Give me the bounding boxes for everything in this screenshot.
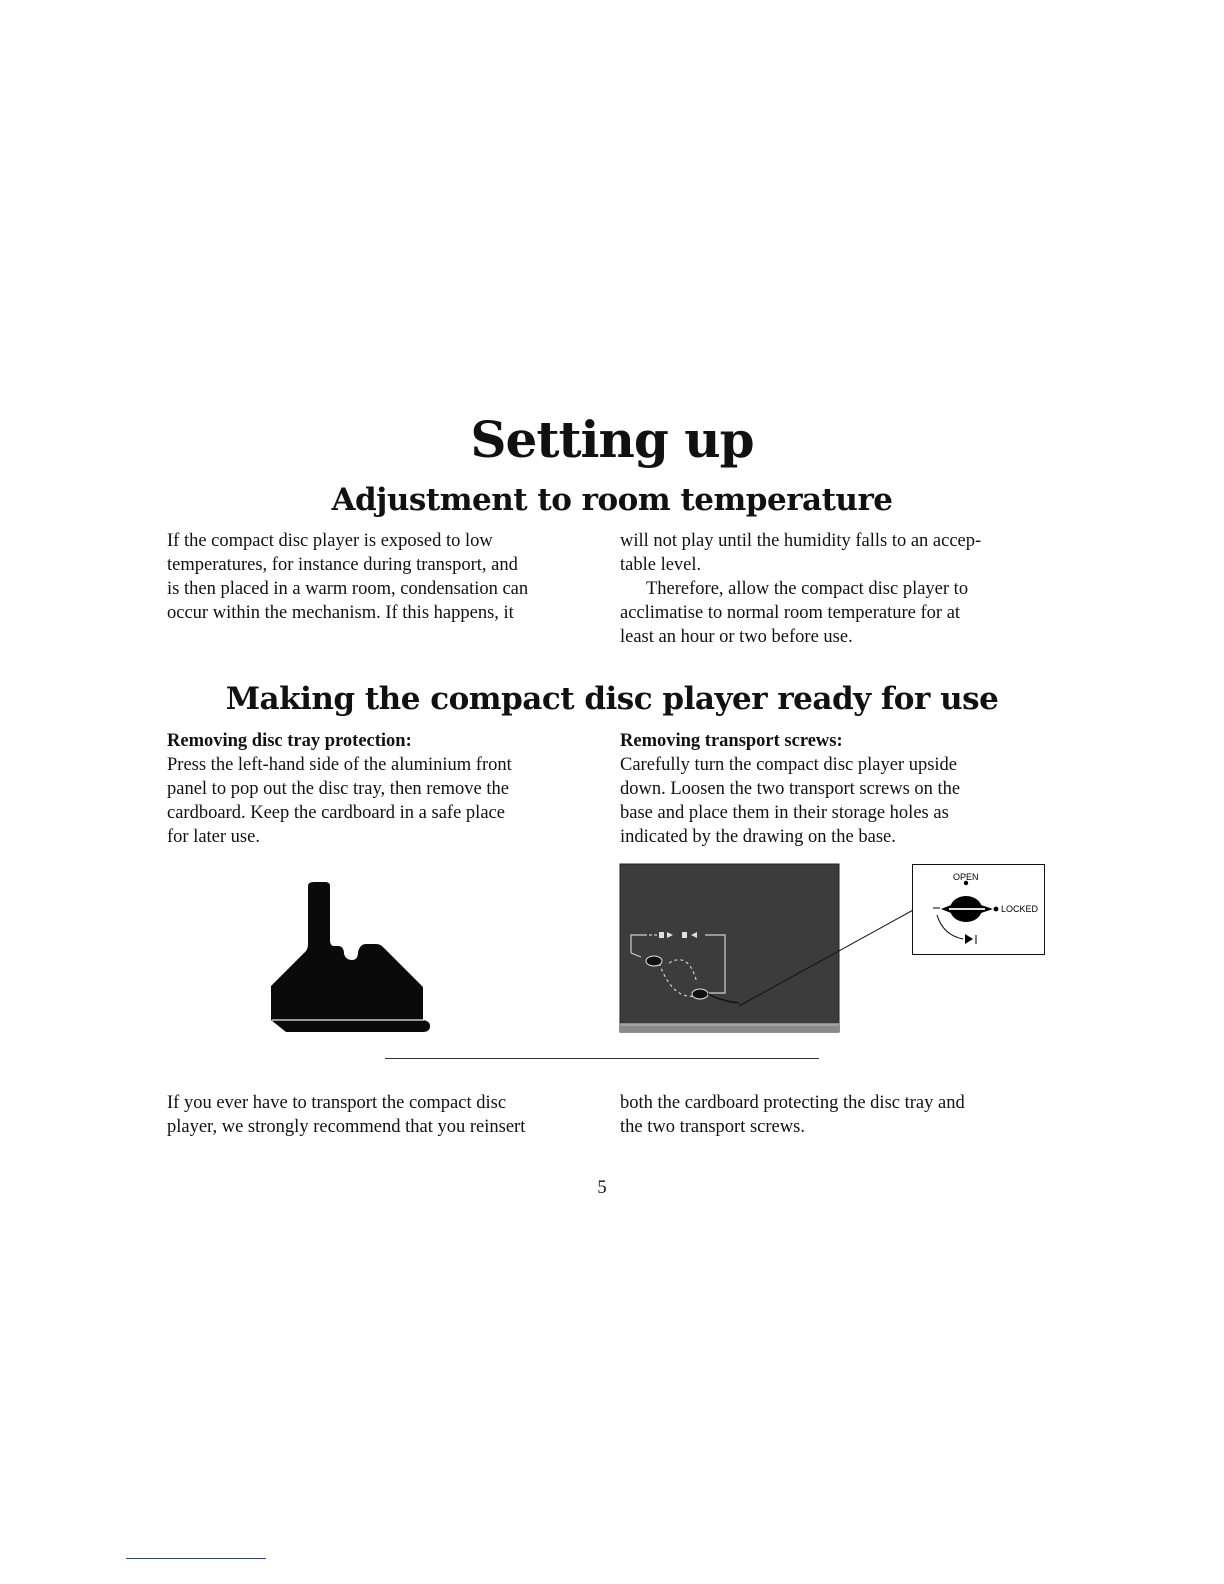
open-label: OPEN bbox=[953, 872, 979, 882]
page-title: Setting up bbox=[470, 410, 754, 469]
locked-label: LOCKED bbox=[1001, 904, 1039, 914]
text-line: the two transport screws. bbox=[620, 1117, 805, 1137]
text-line: is then placed in a warm room, condensation can bbox=[167, 579, 529, 599]
cardboard-illustration bbox=[268, 880, 434, 1036]
text-line: If the compact disc player is exposed to low bbox=[167, 531, 493, 551]
text-line: table level. bbox=[620, 555, 702, 575]
section2-right-column bbox=[620, 729, 1060, 849]
text-line: down. Loosen the two transport screws on the bbox=[620, 779, 961, 799]
text-line: base and place them in their storage holes as bbox=[620, 803, 949, 823]
text-line: for later use. bbox=[167, 827, 260, 847]
section-heading-ready-for-use: Making the compact disc player ready for use bbox=[225, 681, 999, 717]
callout-line bbox=[735, 905, 920, 1010]
divider bbox=[385, 1058, 819, 1059]
subheading-disc-tray-protection: Removing disc tray protection: bbox=[167, 731, 412, 751]
text-line: Press the left-hand side of the aluminium front bbox=[167, 755, 512, 775]
page-number: 5 bbox=[597, 1178, 607, 1198]
text-line: will not play until the humidity falls to an accep- bbox=[620, 531, 982, 551]
text-line: least an hour or two before use. bbox=[620, 627, 853, 647]
text-line: Therefore, allow the compact disc player to bbox=[646, 579, 969, 599]
text-line: If you ever have to transport the compact disc bbox=[167, 1093, 507, 1113]
section-heading-room-temperature: Adjustment to room temperature bbox=[331, 482, 893, 518]
text-line: Carefully turn the compact disc player upside bbox=[620, 755, 958, 775]
footer-line bbox=[126, 1558, 266, 1559]
text-line: both the cardboard protecting the disc tray and bbox=[620, 1093, 965, 1113]
text-line: occur within the mechanism. If this happens, it bbox=[167, 603, 514, 623]
subheading-transport-screws: Removing transport screws: bbox=[620, 731, 843, 751]
section1-left-column bbox=[167, 529, 597, 625]
text-line: acclimatise to normal room temperature for at bbox=[620, 603, 961, 623]
text-line: temperatures, for instance during transport, and bbox=[167, 555, 518, 575]
cardboard-shape bbox=[271, 882, 430, 1032]
closing-left-column bbox=[167, 1091, 597, 1139]
closing-right-column bbox=[620, 1091, 1060, 1139]
text-line: indicated by the drawing on the base. bbox=[620, 827, 896, 847]
section2-left-column bbox=[167, 729, 597, 849]
text-line: panel to pop out the disc tray, then remove the bbox=[167, 779, 509, 799]
screw-lock-detail bbox=[912, 864, 1045, 955]
text-line: cardboard. Keep the cardboard in a safe place bbox=[167, 803, 505, 823]
text-line: player, we strongly recommend that you reinsert bbox=[167, 1117, 526, 1137]
section1-right-column bbox=[620, 529, 1060, 649]
